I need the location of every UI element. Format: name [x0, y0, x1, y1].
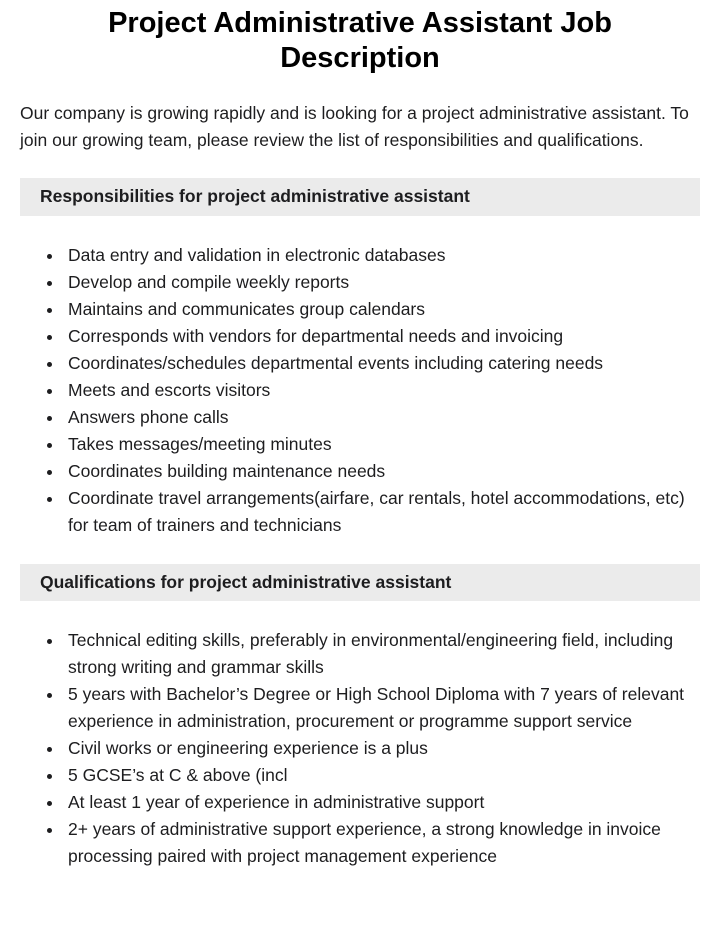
list-item: • Develop and compile weekly reports	[64, 269, 700, 296]
list-item: • Maintains and communicates group calendars	[64, 296, 700, 323]
list-item: • Coordinate travel arrangements(airfare, car rentals, hotel accommodations, etc) for team of trainers and technicians	[64, 485, 700, 539]
list-item: • Coordinates building maintenance needs	[64, 458, 700, 485]
list-item: • Corresponds with vendors for departmental needs and invoicing	[64, 323, 700, 350]
list-item: • Answers phone calls	[64, 404, 700, 431]
list-item: • 2+ years of administrative support experience, a strong knowledge in invoice processing paired with project management experience	[64, 816, 700, 870]
section-header: Qualifications for project administrative assistant	[20, 564, 700, 602]
list-item: • Coordinates/schedules departmental events including catering needs	[64, 350, 700, 377]
list-item: • Takes messages/meeting minutes	[64, 431, 700, 458]
intro-paragraph: Our company is growing rapidly and is looking for a project administrative assistant. To join our growing team, please review the list of responsibilities and qualifications.	[20, 103, 689, 150]
page-title: Project Administrative Assistant Job Description	[108, 7, 612, 74]
list-item: • Technical editing skills, preferably in environmental/engineering field, including strong writing and grammar skills	[64, 627, 700, 681]
list-item: • 5 years with Bachelor’s Degree or High School Diploma with 7 years of relevant experience in administration, procurement or programme support service	[64, 681, 700, 735]
section-list	[20, 242, 700, 539]
list-item: • Civil works or engineering experience is a plus	[64, 735, 700, 762]
list-item: • 5 GCSE’s at C & above (incl	[64, 762, 700, 789]
section-list	[20, 627, 700, 870]
section-header: Responsibilities for project administrative assistant	[20, 178, 700, 216]
list-item: • Meets and escorts visitors	[64, 377, 700, 404]
list-item: • Data entry and validation in electronic databases	[64, 242, 700, 269]
list-item: • At least 1 year of experience in administrative support	[64, 789, 700, 816]
sections-container	[20, 178, 700, 870]
